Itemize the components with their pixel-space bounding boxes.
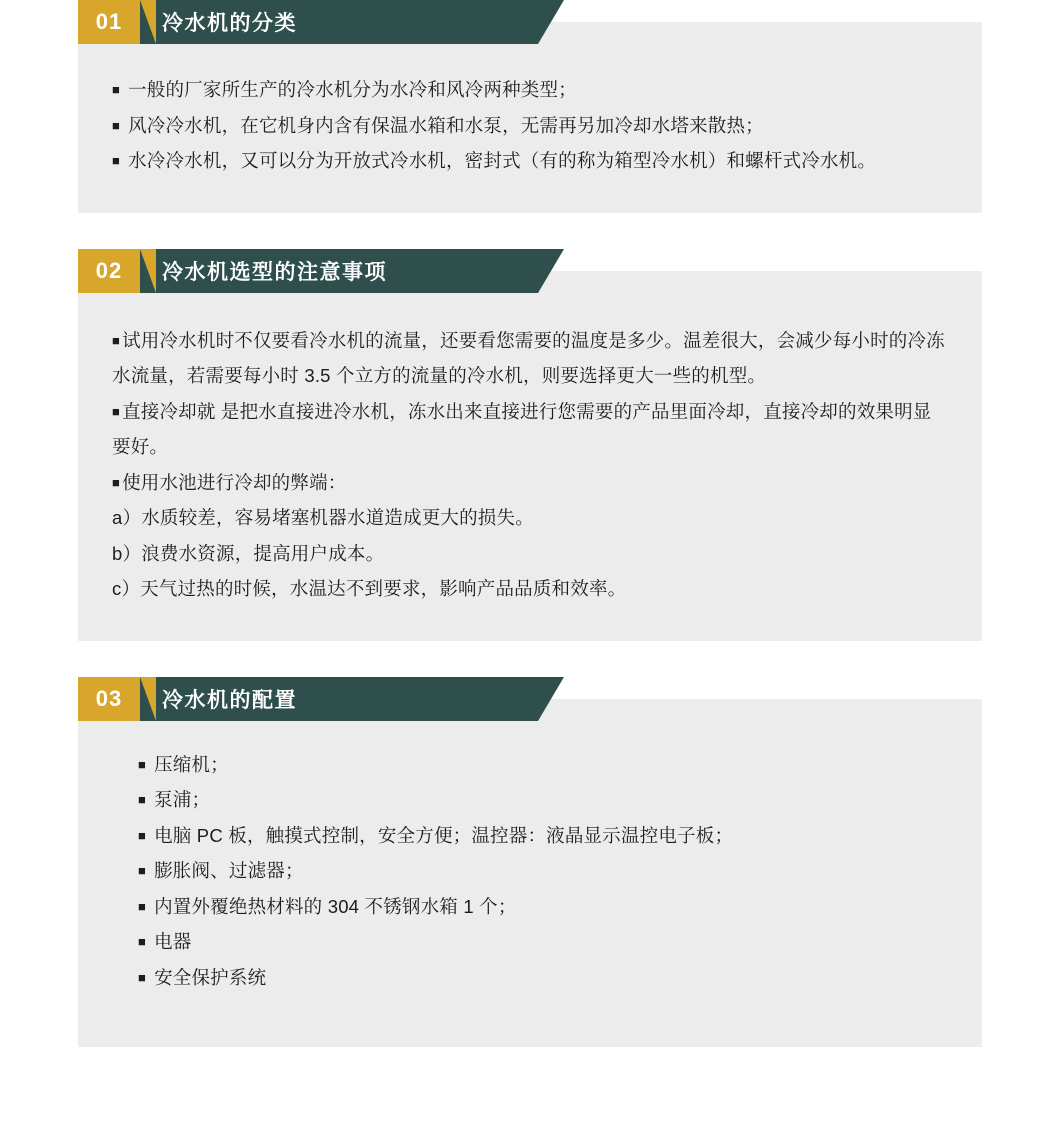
paragraph-text: 直接冷却就 是把水直接进冷水机，冻水出来直接进行您需要的产品里面冷却，直接冷却的效果明显要好。 [112, 400, 932, 458]
section-01-number: 01 [78, 0, 140, 44]
section-03-body [78, 699, 982, 1048]
section-03-number: 03 [78, 677, 140, 721]
section-02-title: 冷水机选型的注意事项 [140, 249, 538, 293]
list-item-label: 电脑 PC 板，触摸式控制，安全方便；温控器：液晶显示温控电子板； [154, 824, 734, 846]
section-01-title: 冷水机的分类 [140, 0, 538, 44]
section-gap [0, 663, 1060, 677]
square-bullet-icon: ■ [138, 863, 147, 879]
list-item-label: 电器 [154, 931, 192, 953]
list-item-label: 压缩机； [154, 753, 229, 775]
bullet-line [112, 72, 948, 108]
square-bullet-icon: ■ [138, 756, 147, 772]
bullet-line [112, 143, 948, 179]
square-bullet-icon: ■ [112, 153, 121, 169]
bullet-text: 一般的厂家所生产的冷水机分为水冷和风冷两种类型； [128, 79, 577, 100]
section-03-title: 冷水机的配置 [140, 677, 538, 721]
square-bullet-icon: ■ [138, 792, 147, 808]
square-bullet-icon: ■ [138, 827, 147, 843]
section-02 [0, 249, 1060, 663]
section-02-paragraph-3 [112, 465, 948, 501]
section-02-subitem-c: c）天气过热的时候，水温达不到要求，影响产品品质和效率。 [112, 578, 627, 600]
section-02-number: 02 [78, 249, 140, 293]
list-item [112, 924, 948, 960]
paragraph-text: 使用水池进行冷却的弊端： [122, 471, 347, 493]
square-bullet-icon: ■ [112, 332, 121, 348]
list-item [112, 889, 948, 925]
bullet-text: 水冷冷水机，又可以分为开放式冷水机，密封式（有的称为箱型冷水机）和螺杆式冷水机。 [128, 150, 877, 172]
square-bullet-icon: ■ [112, 403, 121, 419]
square-bullet-icon: ■ [138, 969, 147, 985]
paragraph-text: 试用冷水机时不仅要看冷水机的流量，还要看您需要的温度是多少。温差很大，会减少每小时的冷冻水流量，若需要每小时 3.5 个立方的流量的冷水机，则要选择更大一些的机型。 [112, 329, 945, 387]
list-item [112, 818, 948, 854]
list-item-label: 泵浦； [154, 789, 211, 811]
square-bullet-icon: ■ [112, 82, 121, 97]
list-item-label: 内置外覆绝热材料的 304 不锈钢水箱 1 个； [154, 895, 517, 917]
section-01-body [78, 22, 982, 213]
section-02-paragraph-1 [112, 323, 948, 394]
square-bullet-icon: ■ [112, 117, 121, 133]
list-item-label: 膨胀阀、过滤器； [154, 860, 304, 882]
list-item [112, 747, 948, 783]
section-03 [0, 677, 1060, 1070]
section-02-subitem-b: b）浪费水资源，提高用户成本。 [112, 542, 385, 564]
square-bullet-icon: ■ [112, 474, 121, 490]
section-03-ribbon [78, 677, 538, 721]
section-01-ribbon [78, 0, 538, 44]
bullet-line [112, 108, 948, 144]
section-gap [0, 235, 1060, 249]
square-bullet-icon: ■ [138, 898, 147, 914]
section-02-body [78, 271, 982, 641]
list-item [112, 782, 948, 818]
section-02-subitem-a: a）水质较差，容易堵塞机器水道造成更大的损失。 [112, 507, 534, 529]
section-02-ribbon [78, 249, 538, 293]
section-01-text [112, 72, 948, 179]
section-01 [0, 0, 1060, 235]
square-bullet-icon: ■ [138, 934, 147, 950]
list-item [112, 853, 948, 889]
list-item-label: 安全保护系统 [154, 966, 267, 988]
list-item [112, 960, 948, 996]
section-02-paragraph-2 [112, 394, 948, 465]
bullet-text: 风冷冷水机，在它机身内含有保温水箱和水泵，无需再另加冷却水塔来散热； [128, 114, 764, 136]
